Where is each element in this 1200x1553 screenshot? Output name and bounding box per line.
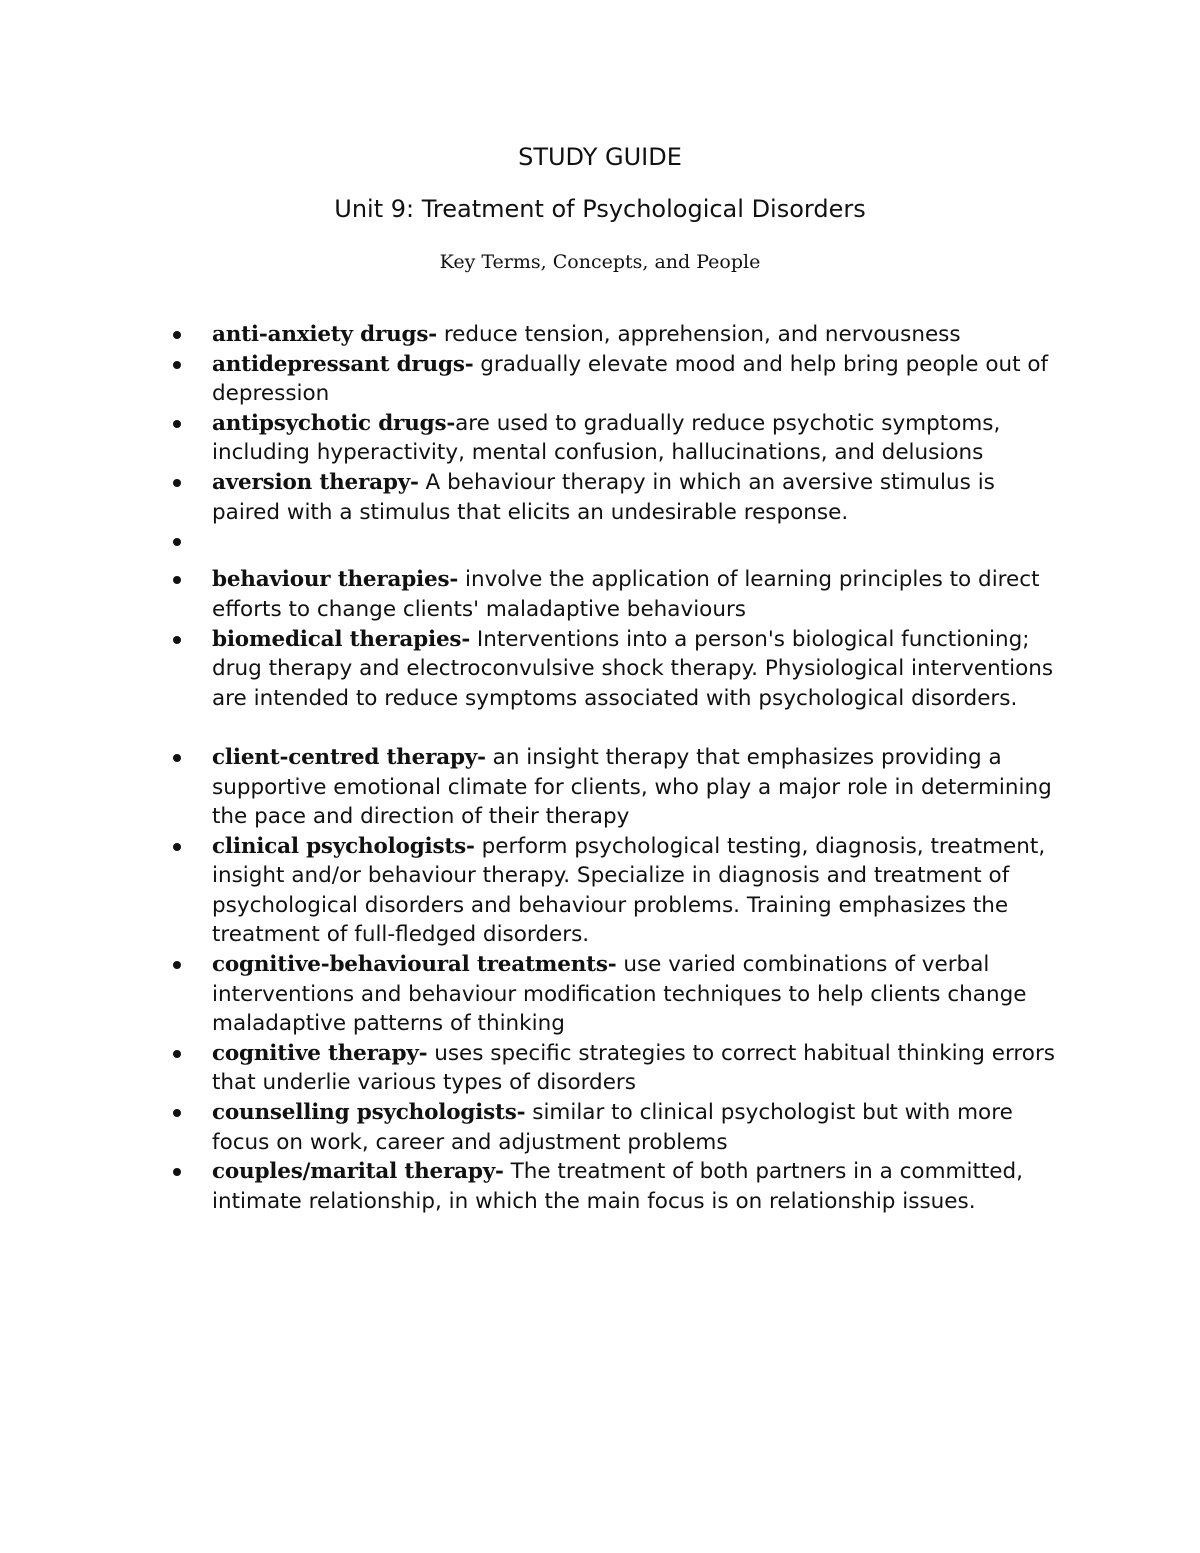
term-definition: involve the application of learning principles to direct efforts to change clients' maladaptive behaviours (212, 567, 1040, 622)
bullet-icon (173, 1168, 181, 1176)
bullet-icon (173, 331, 181, 339)
term-definition: are used to gradually reduce psychotic symptoms, including hyperactivity, mental confusion, hallucinations, and delusions (212, 410, 1001, 466)
term-name: cognitive therapy- (212, 1040, 428, 1066)
bullet-icon (173, 1050, 181, 1058)
bullet-icon (173, 420, 181, 428)
list-item (212, 832, 1062, 950)
term-definition: gradually elevate mood and help bring people out of depression (212, 351, 1049, 407)
term-name: antipsychotic drugs- (212, 410, 456, 436)
term-definition: The treatment of both partners in a committed, intimate relationship, in which the main focus is on relationship issues. (212, 1159, 1024, 1214)
term-name: aversion therapy- (212, 469, 419, 495)
term-name: couples/marital therapy- (212, 1159, 504, 1185)
bullet-icon (173, 479, 181, 487)
term-definition: uses specific strategies to correct habitual thinking errors that underlie various types of disorders (212, 1040, 1055, 1096)
list-item (212, 1157, 1062, 1216)
list-item (212, 320, 1062, 350)
bullet-icon (173, 538, 181, 546)
list-item (212, 743, 1062, 832)
term-name: anti-anxiety drugs- (212, 322, 437, 347)
section-subtitle: Key Terms, Concepts, and People (439, 251, 761, 273)
list-item (212, 1098, 1062, 1157)
list-item (212, 409, 1062, 468)
term-definition: an insight therapy that emphasizes providing a supportive emotional climate for clients, who play a major role in determining the pace and direction of their therapy (212, 744, 1052, 830)
bullet-icon (173, 843, 181, 851)
empty-list-item (212, 527, 1062, 565)
bullet-icon (173, 1109, 181, 1117)
bullet-icon (173, 636, 181, 644)
term-name: cognitive-behavioural treatments- (212, 952, 617, 978)
document-title: STUDY GUIDE (518, 143, 682, 171)
list-item (212, 1039, 1062, 1098)
term-definition: A behaviour therapy in which an aversive stimulus is paired with a stimulus that elicits an undesirable response. (212, 469, 995, 525)
term-definition: perform psychological testing, diagnosis, treatment, insight and/or behaviour therapy. Specialize in diagnosis and treatment of psychological disorders and behaviour problems. Training emphasizes the treatment of full-fledged disorders. (212, 833, 1046, 948)
term-definition: similar to clinical psychologist but with more focus on work, career and adjustment problems (212, 1100, 1013, 1155)
unit-title: Unit 9: Treatment of Psychological Disorders (334, 195, 866, 223)
list-item (212, 950, 1062, 1039)
term-definition: use varied combinations of verbal interventions and behaviour modification techniques to help clients change maladaptive patterns of thinking (212, 952, 1027, 1037)
bullet-icon (173, 361, 181, 369)
bullet-icon (173, 961, 181, 969)
bullet-icon (173, 754, 181, 762)
term-name: client-centred therapy- (212, 744, 486, 770)
list-item (212, 468, 1062, 527)
term-name: biomedical therapies- (212, 626, 471, 652)
term-definition: Interventions into a person's biological functioning; drug therapy and electroconvulsive shock therapy. Physiological interventions are intended to reduce symptoms associated with psychological disorders. (212, 626, 1054, 711)
key-terms-list (212, 320, 1062, 1216)
term-name: behaviour therapies- (212, 567, 459, 593)
bullet-icon (173, 576, 181, 584)
list-item (212, 625, 1062, 714)
list-item (212, 350, 1062, 409)
term-name: clinical psychologists- (212, 833, 475, 859)
term-name: antidepressant drugs- (212, 351, 474, 377)
term-definition: reduce tension, apprehension, and nervousness (436, 322, 961, 347)
term-name: counselling psychologists- (212, 1100, 526, 1126)
list-item (212, 565, 1062, 624)
